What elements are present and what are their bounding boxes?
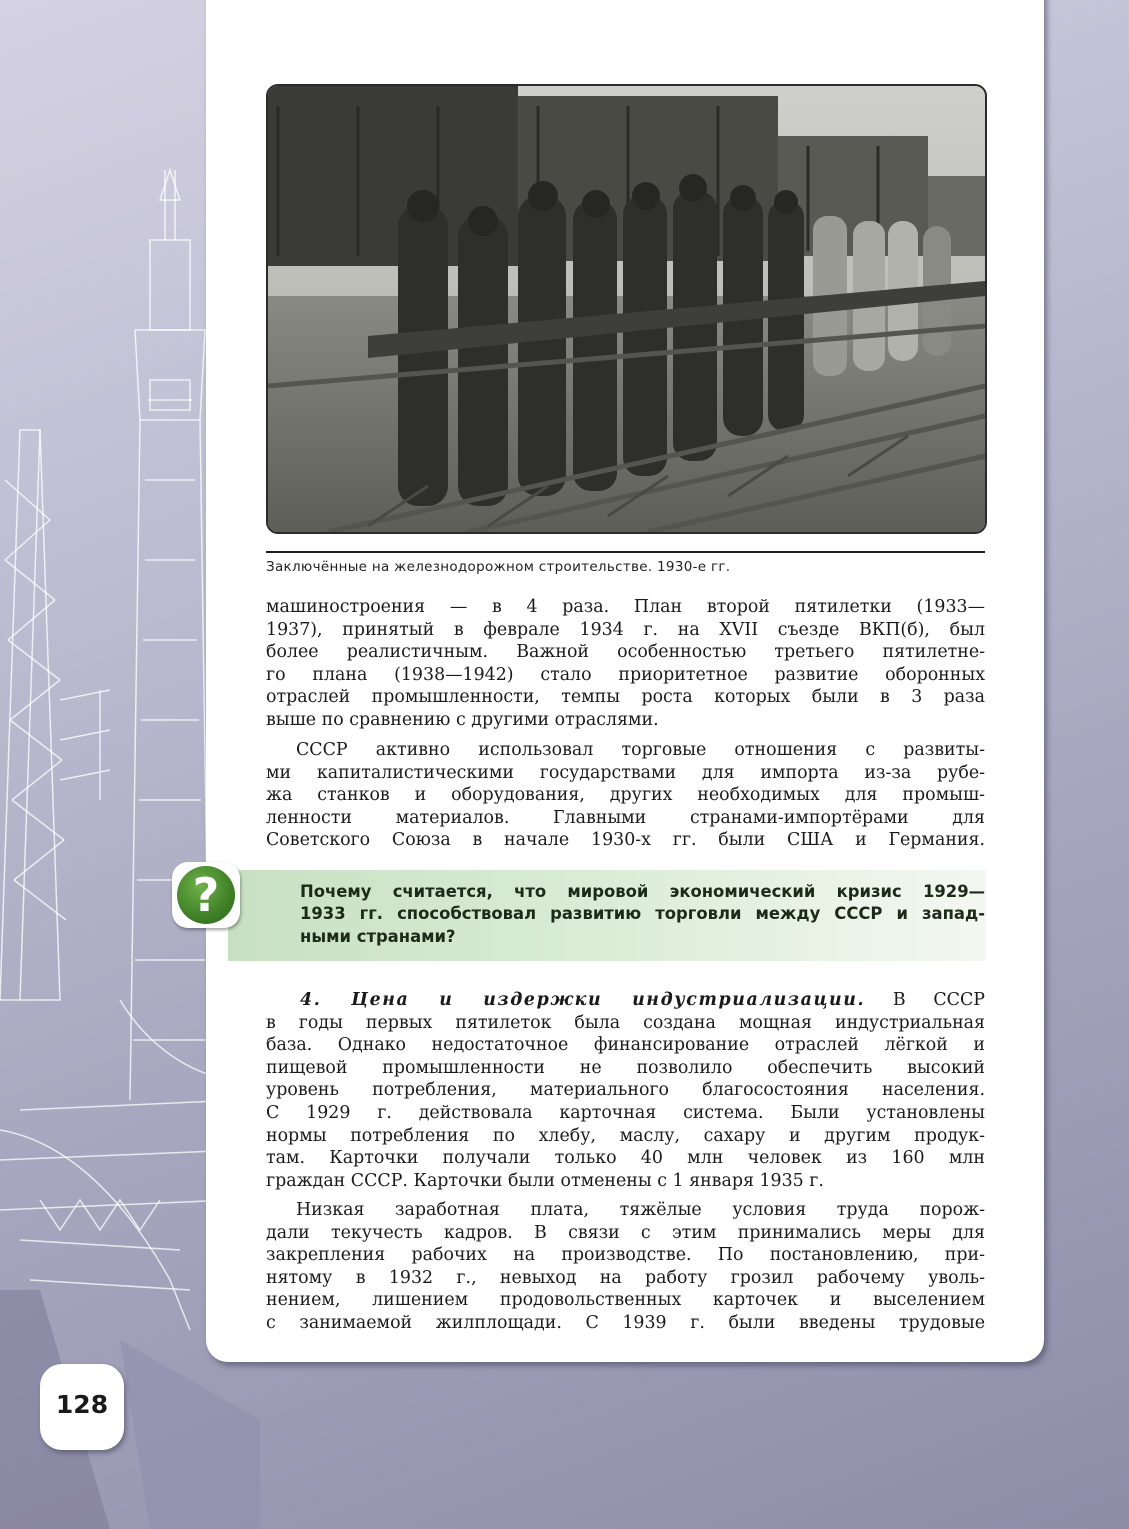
section-industrialization-cost	[266, 989, 985, 1192]
question-line: Почему считается, что мировой экономический кризис 1929—	[300, 882, 985, 901]
text-line: нением, лишением продовольственных карточек и выселением	[266, 1290, 985, 1311]
text-fragment: В СССР	[865, 990, 985, 1010]
text-line: база. Однако недостаточное финансирование отраслей лёгкой и	[266, 1035, 985, 1056]
text-line: 1937), принятый в феврале 1934 г. на XVII съезде ВКП(б), был	[266, 619, 985, 640]
text-line: Низкая заработная плата, тяжёлые условия труда порож-	[296, 1200, 985, 1220]
text-line: жа станков и оборудования, других необходимых для промыш-	[266, 785, 985, 806]
paragraph-five-year-plans	[266, 596, 985, 732]
text-line: граждан СССР. Карточки были отменены с 1 января 1935 г.	[266, 1170, 824, 1191]
page-number-box	[40, 1364, 124, 1450]
text-line: в годы первых пятилеток была создана мощная индустриальная	[266, 1012, 985, 1033]
text-line: СССР активно использовал торговые отношения с развиты-	[296, 740, 985, 760]
text-line: пищевой промышленности не позволило обеспечить высокий	[266, 1057, 985, 1078]
text-line: там. Карточки получали только 40 млн человек из 160 млн	[266, 1148, 985, 1169]
text-line: закрепления рабочих на производстве. По постановлению, при-	[266, 1245, 985, 1266]
text-line: уровень потребления, материального благосостояния населения.	[266, 1080, 985, 1101]
question-text	[300, 881, 985, 948]
text-line: нятому в 1932 г., невыход на работу грозил рабочему уволь-	[266, 1267, 985, 1288]
section-heading: 4. Цена и издержки индустриализации.	[300, 990, 866, 1010]
question-icon-frame	[172, 862, 240, 928]
text-line: выше по сравнению с другими отраслями.	[266, 709, 659, 730]
text-line: отраслей промышленности, темпы роста которых были в 3 раза	[266, 687, 985, 708]
paragraph-trade-relations	[266, 739, 985, 852]
text-line: ми капиталистическими государствами для импорта из-за рубе-	[266, 762, 985, 783]
question-mark-icon: ?	[177, 866, 235, 924]
caption-divider	[266, 551, 985, 553]
text-line: нормы потребления по хлебу, маслу, сахару и другим продук-	[266, 1125, 985, 1146]
text-line: С 1929 г. действовала карточная система. Были установлены	[266, 1102, 985, 1123]
text-line: дали текучесть кадров. В связи с этим принимались меры для	[266, 1222, 985, 1243]
paragraph-labor-conditions	[266, 1199, 985, 1335]
question-line: ными странами?	[300, 926, 456, 946]
photo-caption: Заключённые на железнодорожном строительстве. 1930-е гг.	[266, 559, 731, 575]
question-line: 1933 гг. способствовал развитию торговли между СССР и запад-	[300, 904, 985, 924]
text-line: с занимаемой жилплощади. С 1939 г. были введены трудовые	[266, 1312, 985, 1333]
photo-illustration	[268, 86, 985, 532]
text-line: Советского Союза в начале 1930-х гг. были США и Германия.	[266, 830, 985, 851]
text-line: го плана (1938—1942) стало приоритетное развитие оборонных	[266, 664, 985, 685]
text-line: машиностроения — в 4 раза. План второй пятилетки (1933—	[266, 597, 985, 617]
historical-photo	[266, 84, 987, 534]
page-number: 128	[55, 1390, 109, 1419]
text-line: ленности материалов. Главными странами-импортёрами для	[266, 807, 985, 828]
section-first-line	[266, 989, 985, 1012]
text-line: более реалистичным. Важной особенностью третьего пятилетне-	[266, 642, 985, 663]
